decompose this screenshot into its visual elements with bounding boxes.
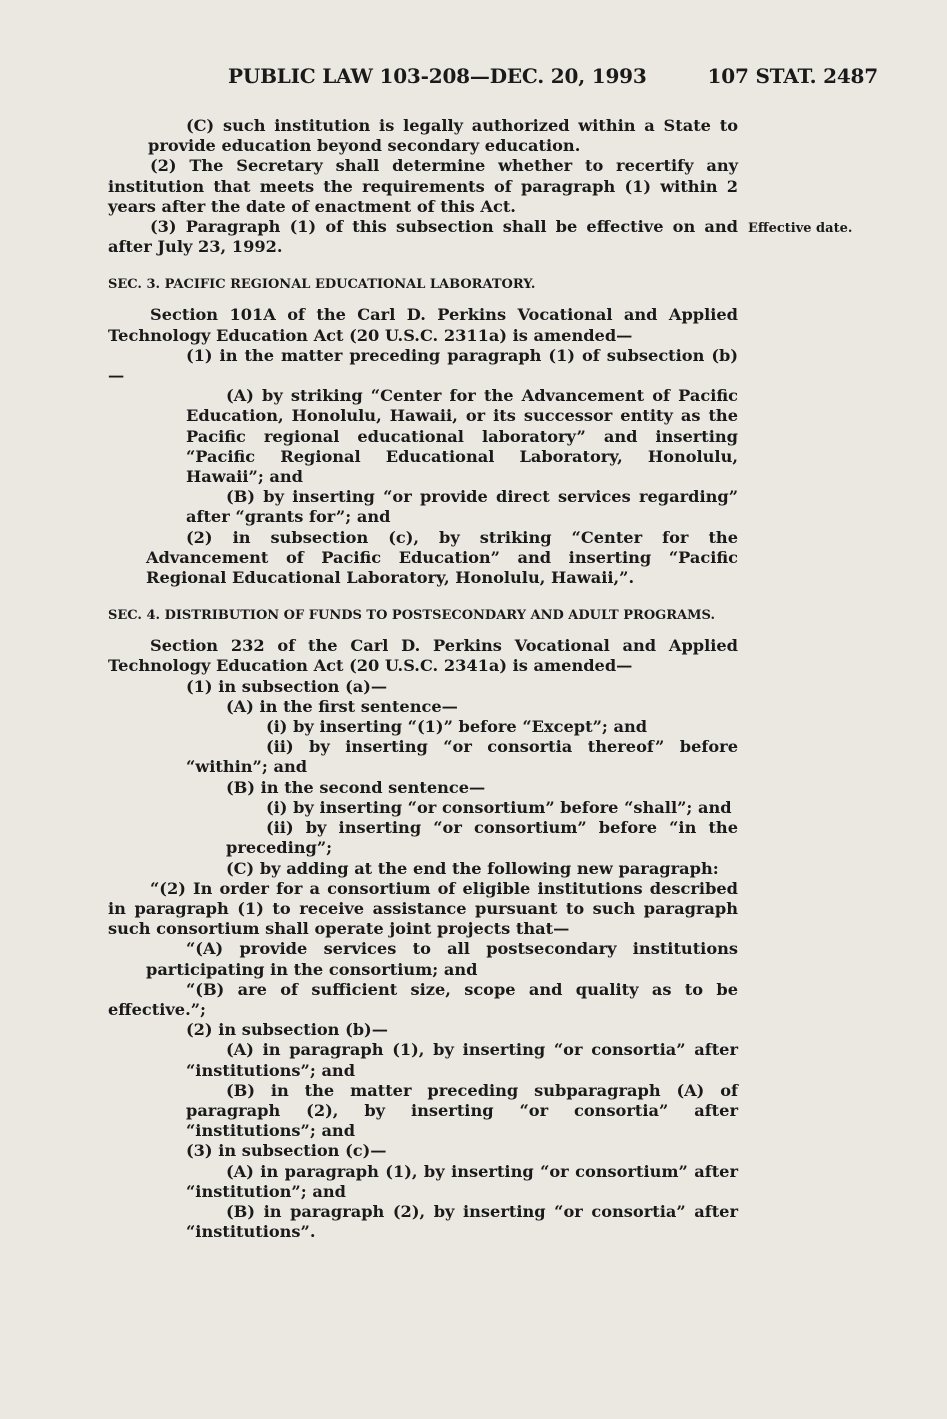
section-4-item-3: (3) in subsection (c)— [186, 1141, 387, 1161]
law-body-text [108, 116, 738, 1242]
section-3-item-2: (2) in subsection (c), by striking “Center for the Advancement of Pacific Education” and inserting “Pacific Regional Educational Laboratory, Honolulu, Hawaii,”. [146, 527, 738, 588]
section-4-item-1b-ii: (ii) by inserting “or consortium” before “in the preceding”; [226, 818, 738, 858]
section-4-item-3b: (B) in paragraph (2), by inserting “or consortia” after “institutions”. [186, 1201, 738, 1242]
section-4-item-1b: (B) in the second sentence— [226, 777, 486, 797]
section-4-item-1a-i: (i) by inserting “(1)” before “Except”; and [266, 717, 648, 737]
paragraph-3-effective: (3) Paragraph (1) of this subsection shall be effective on and after July 23, 1992. [108, 217, 738, 257]
section-4-item-3a: (A) in paragraph (1), by inserting “or consortium” after “institution”; and [186, 1161, 738, 1201]
section-4-item-2b: (B) in the matter preceding subparagraph (A) of paragraph (2), by inserting “or consortia” after “institutions”; and [186, 1080, 738, 1141]
section-3-item-1: (1) in the matter preceding paragraph (1) of subsection (b)— [108, 345, 738, 386]
section-4-item-1a-ii: (ii) by inserting “or consortia thereof” before “within”; and [186, 737, 738, 777]
statute-page-number: 107 STAT. 2487 [707, 64, 878, 88]
section-4-item-2: (2) in subsection (b)— [186, 1020, 388, 1040]
public-law-title: PUBLIC LAW 103-208—DEC. 20, 1993 [228, 64, 647, 88]
paragraph-2-recertify: (2) The Secretary shall determine whether to recertify any institution that meets the requirements of paragraph (1) within 2 years after the date of enactment of this Act. [108, 156, 738, 216]
quoted-subparagraph-a: “(A) provide services to all postsecondary institutions participating in the consortium; and [146, 939, 738, 979]
quoted-subparagraph-b: “(B) are of sufficient size, scope and quality as to be effective.”; [108, 979, 738, 1019]
section-3-item-1a: (A) by striking “Center for the Advancement of Pacific Education, Honolulu, Hawaii, or its successor entity as the Pacific regional educational laboratory” and inserting “Pacific Regional Educational Laboratory, Honolulu, Hawaii”; and [186, 386, 738, 487]
paragraph-c: (C) such institution is legally authorized within a State to provide education beyond secondary education. [148, 116, 738, 156]
section-3-item-1b: (B) by inserting “or provide direct services regarding” after “grants for”; and [186, 487, 738, 527]
section-3-heading: SEC. 3. PACIFIC REGIONAL EDUCATIONAL LABORATORY. [108, 277, 536, 293]
page-header [108, 64, 878, 96]
section-4-item-1: (1) in subsection (a)— [186, 676, 388, 696]
section-3-intro: Section 101A of the Carl D. Perkins Vocational and Applied Technology Education Act (20 U.S.C. 2311a) is amended— [108, 305, 738, 345]
section-4-intro: Section 232 of the Carl D. Perkins Vocational and Applied Technology Education Act (20 U.S.C. 2341a) is amended— [108, 636, 738, 676]
section-4-item-1c: (C) by adding at the end the following new paragraph: [226, 858, 719, 878]
section-4-item-2a: (A) in paragraph (1), by inserting “or consortia” after “institutions”; and [186, 1040, 738, 1080]
section-4-item-1b-i: (i) by inserting “or consortium” before “shall”; and [266, 797, 732, 817]
section-4-item-1a: (A) in the first sentence— [226, 696, 458, 716]
section-4-heading: SEC. 4. DISTRIBUTION OF FUNDS TO POSTSECONDARY AND ADULT PROGRAMS. [108, 608, 715, 624]
margin-note-effective-date: Effective date. [748, 221, 853, 236]
quoted-paragraph-2: “(2) In order for a consortium of eligible institutions described in paragraph (1) to receive assistance pursuant to such paragraph such consortium shall operate joint projects that— [108, 878, 738, 939]
